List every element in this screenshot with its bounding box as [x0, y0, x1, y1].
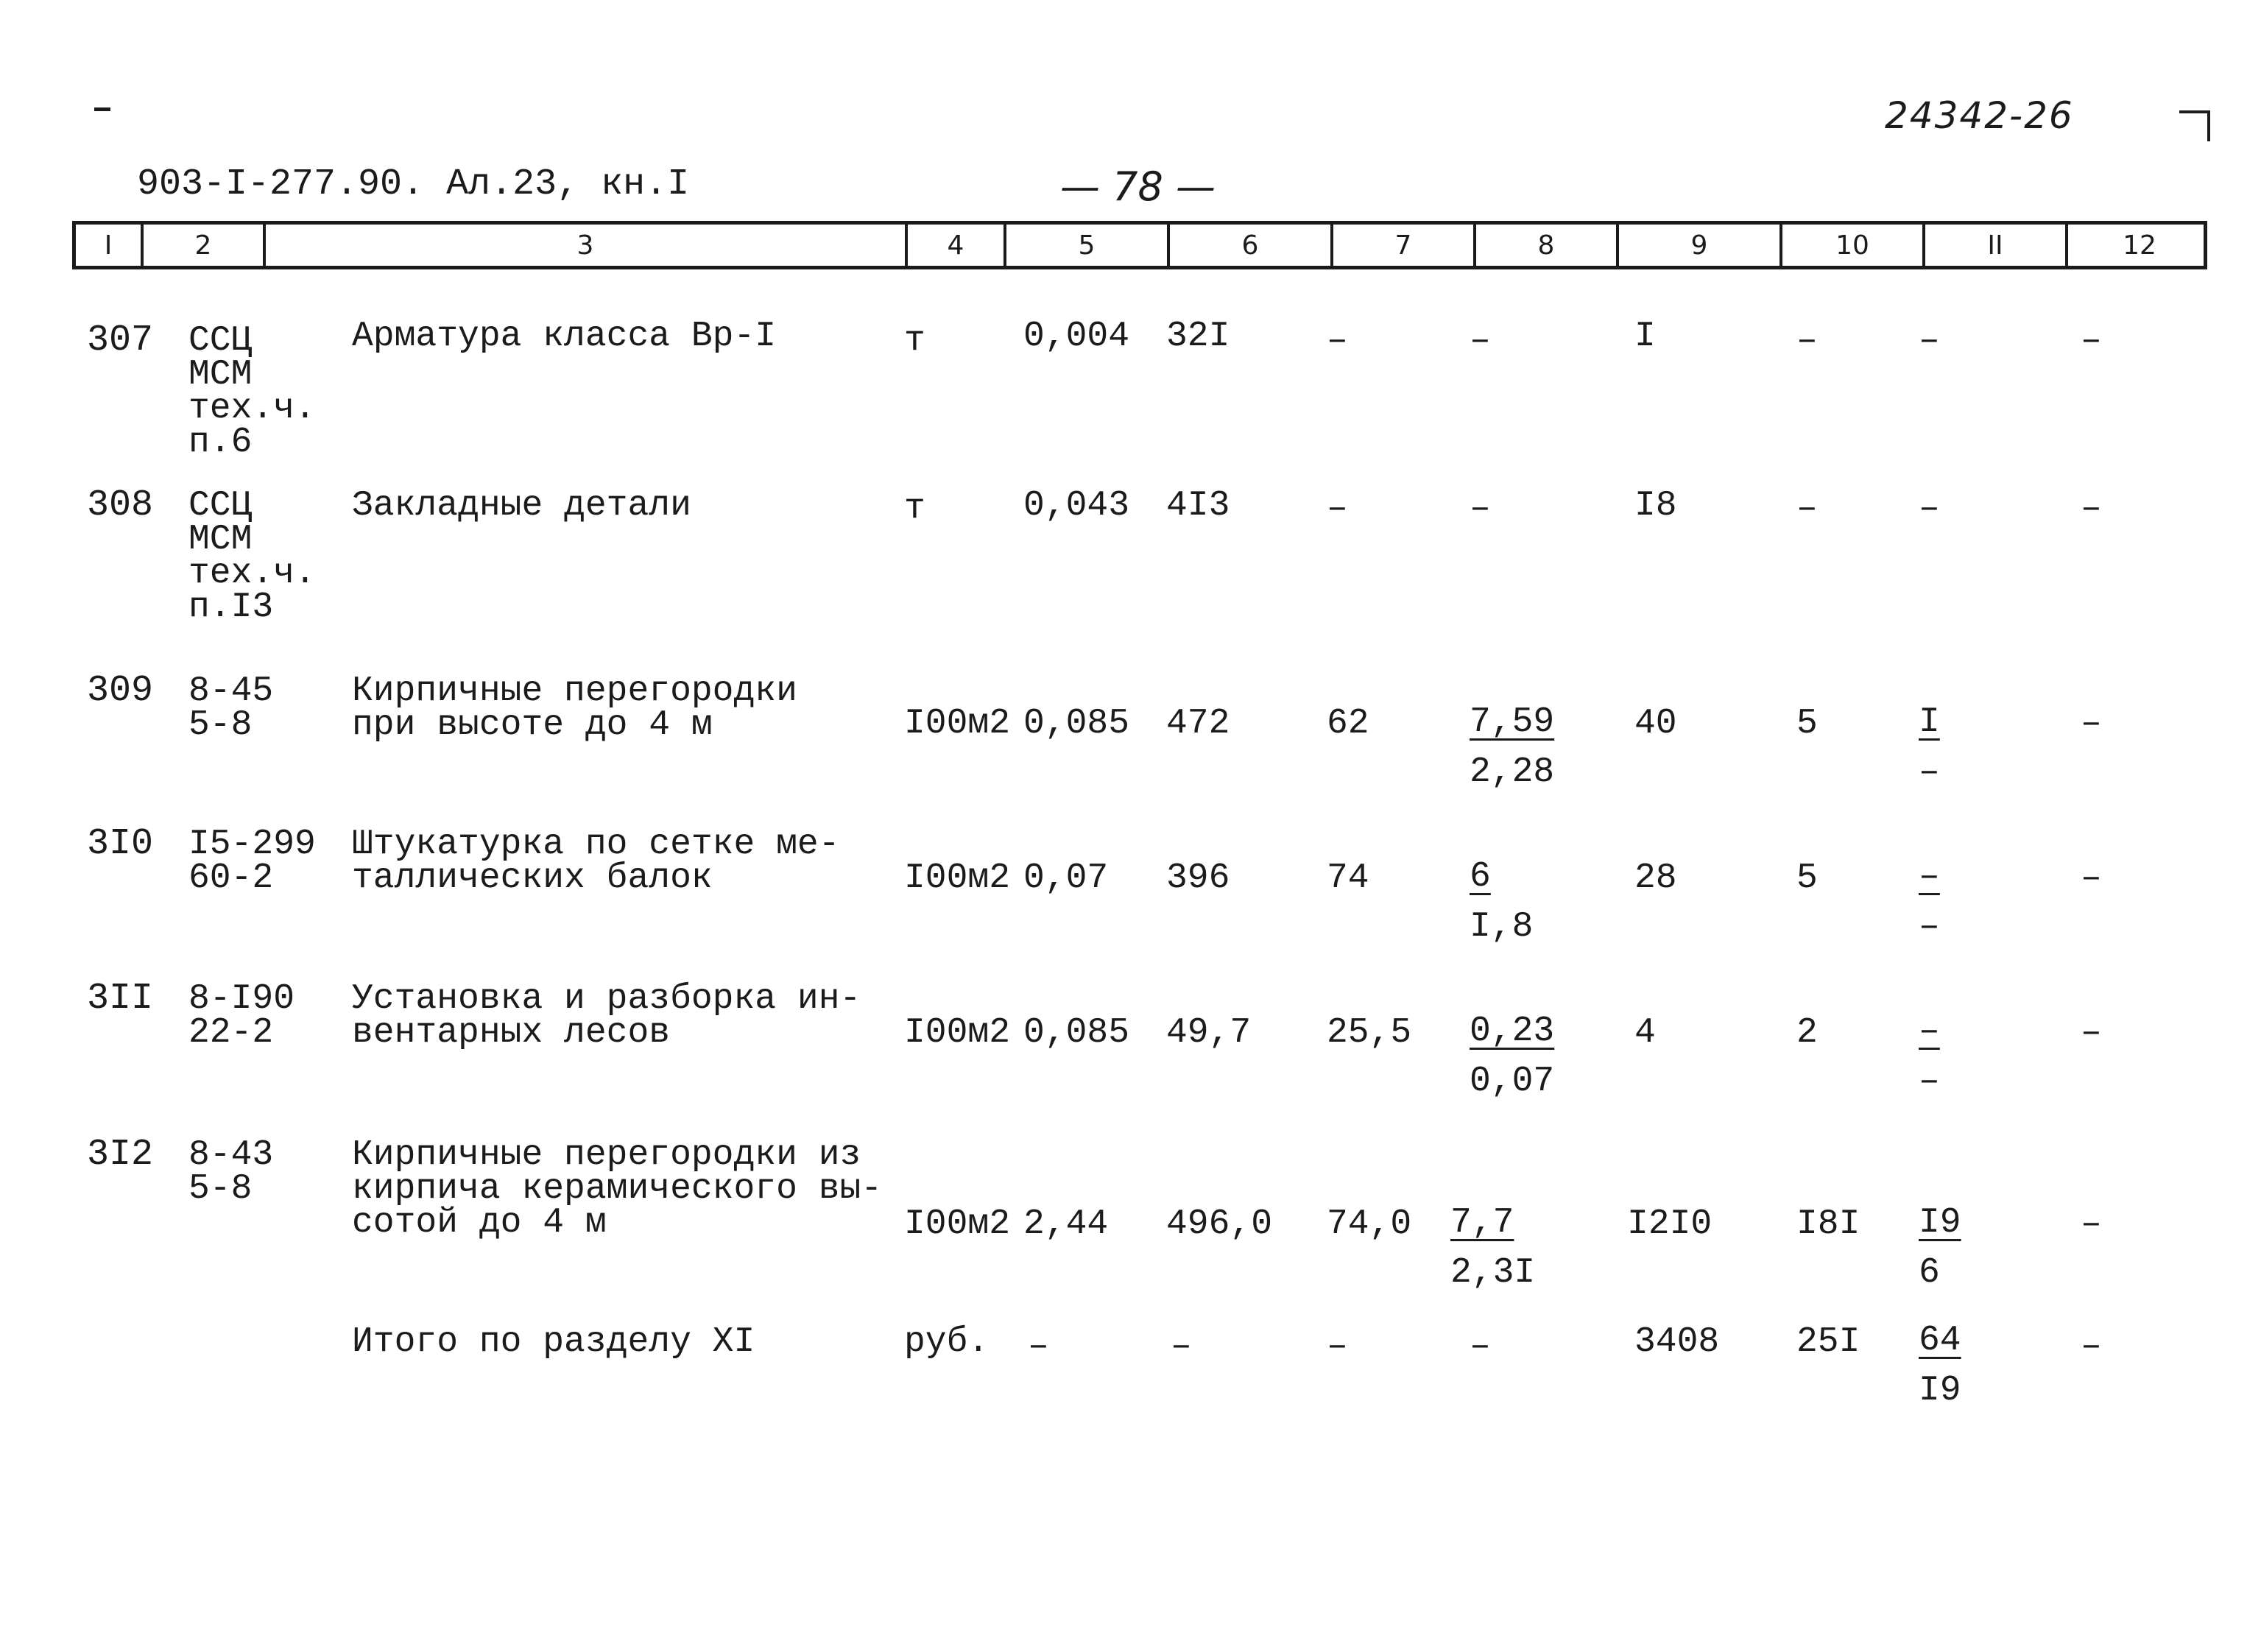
- col-11-fraction: [1919, 702, 1960, 792]
- corner-mark: [2179, 110, 2210, 141]
- col-11-value: –: [1919, 321, 1940, 361]
- work-description: Штукатурка по сетке ме- таллических балок: [352, 825, 840, 898]
- total-col-11-numerator: 64: [1919, 1321, 1961, 1360]
- col-11-numerator: I: [1919, 702, 1940, 742]
- column-header-10: 10: [1782, 225, 1925, 266]
- col-8-denominator: 2,3I: [1450, 1253, 1536, 1293]
- column-header-4: 4: [908, 225, 1006, 266]
- unit-cost: 472: [1166, 704, 1230, 744]
- column-header-7: 7: [1333, 225, 1476, 266]
- column-header-11: II: [1925, 225, 2068, 266]
- col-7-value: –: [1327, 321, 1348, 361]
- quantity: 0,085: [1023, 1013, 1130, 1053]
- document-reference: 903-I-277.90. Ал.23, кн.I: [137, 163, 690, 205]
- col-10-value: 5: [1796, 858, 1818, 898]
- total-col-12: –: [2081, 1327, 2102, 1366]
- column-header-9: 9: [1619, 225, 1782, 266]
- col-8-numerator: 6: [1470, 857, 1491, 897]
- col-8-denominator: 2,28: [1470, 752, 1555, 792]
- unit: I00м2: [904, 858, 1011, 898]
- col-11-denominator: –: [1919, 1062, 1940, 1101]
- row-number: 309: [87, 670, 154, 712]
- quantity: 0,07: [1023, 858, 1109, 898]
- col-10-value: 2: [1796, 1013, 1818, 1053]
- col-11-numerator: I9: [1919, 1203, 1961, 1243]
- col-8-fraction: [1470, 702, 1554, 792]
- col-8-numerator: 0,23: [1470, 1012, 1555, 1051]
- total-col-11-denominator: I9: [1919, 1371, 1961, 1411]
- col-8-value: –: [1470, 489, 1491, 529]
- col-9-value: 4: [1634, 1013, 1656, 1053]
- column-header-5: 5: [1006, 225, 1170, 266]
- unit: I00м2: [904, 1013, 1011, 1053]
- col-9-value: I2I0: [1627, 1204, 1712, 1244]
- unit: I00м2: [904, 1204, 1011, 1244]
- rate-code: I5-299 60-2: [188, 825, 316, 898]
- col-11-denominator: –: [1919, 752, 1940, 792]
- total-quantity: –: [1028, 1327, 1049, 1366]
- rate-code: ССЦ МСМ тех.ч. п.I3: [188, 486, 316, 627]
- unit-cost: 396: [1166, 858, 1230, 898]
- total-col-10: 25I: [1796, 1322, 1860, 1362]
- row-number: 308: [87, 484, 154, 526]
- col-8-fraction: [1450, 1203, 1535, 1293]
- col-7-value: 25,5: [1327, 1013, 1412, 1053]
- rate-code: 8-43 5-8: [188, 1135, 274, 1209]
- unit-cost: 49,7: [1166, 1013, 1252, 1053]
- col-7-value: 62: [1327, 704, 1369, 744]
- col-12-value: –: [2081, 704, 2102, 744]
- col-9-value: 40: [1634, 704, 1677, 744]
- col-12-value: –: [2081, 1204, 2102, 1244]
- col-12-value: –: [2081, 1013, 2102, 1053]
- col-9-value: I8: [1634, 486, 1677, 526]
- col-10-value: I8I: [1796, 1204, 1860, 1244]
- col-8-numerator: 7,59: [1470, 702, 1555, 742]
- col-10-value: –: [1796, 489, 1818, 529]
- total-col-6: –: [1171, 1327, 1192, 1366]
- margin-mark: [94, 107, 110, 111]
- work-description: Кирпичные перегородки из кирпича керамического вы- сотой до 4 м: [352, 1135, 883, 1243]
- col-7-value: 74: [1327, 858, 1369, 898]
- col-11-fraction: [1919, 1012, 1980, 1101]
- col-8-fraction: [1470, 1012, 1554, 1101]
- work-description: Арматура класса Вр-I: [352, 317, 777, 356]
- quantity: 0,043: [1023, 486, 1130, 526]
- rate-code: 8-45 5-8: [188, 671, 274, 745]
- column-header-6: 6: [1170, 225, 1333, 266]
- col-7-value: 74,0: [1327, 1204, 1412, 1244]
- col-11-numerator: –: [1919, 857, 1940, 897]
- total-col-9: 3408: [1634, 1322, 1720, 1362]
- col-9-value: 28: [1634, 858, 1677, 898]
- col-8-denominator: 0,07: [1470, 1062, 1555, 1101]
- col-12-value: –: [2081, 321, 2102, 361]
- unit: т: [904, 321, 925, 361]
- unit-cost: 496,0: [1166, 1204, 1273, 1244]
- row-number: 3I2: [87, 1134, 154, 1176]
- unit-cost: 32I: [1166, 317, 1230, 356]
- work-description: Кирпичные перегородки при высоте до 4 м: [352, 671, 797, 745]
- col-12-value: –: [2081, 489, 2102, 529]
- col-12-value: –: [2081, 858, 2102, 898]
- page-number: — 78 —: [1060, 163, 1216, 210]
- row-number: 307: [87, 320, 154, 361]
- col-7-value: –: [1327, 489, 1348, 529]
- row-number: 3II: [87, 978, 154, 1020]
- work-description: Закладные детали: [352, 486, 691, 526]
- total-col-11-fraction: [1919, 1321, 1980, 1411]
- column-header-1: I: [76, 225, 144, 266]
- column-header-8: 8: [1476, 225, 1619, 266]
- col-9-value: I: [1634, 317, 1656, 356]
- col-10-value: 5: [1796, 704, 1818, 744]
- total-col-7: –: [1327, 1327, 1348, 1366]
- work-description: Установка и разборка ин- вентарных лесов: [352, 979, 861, 1053]
- rate-code: ССЦ МСМ тех.ч. п.6: [188, 321, 316, 462]
- col-8-fraction: [1470, 857, 1551, 947]
- col-11-fraction: [1919, 1203, 1980, 1293]
- col-11-denominator: 6: [1919, 1253, 1940, 1293]
- col-11-denominator: –: [1919, 907, 1940, 947]
- rate-code: 8-I90 22-2: [188, 979, 295, 1053]
- col-11-fraction: [1919, 857, 1980, 947]
- document-code: 24342-26: [1885, 94, 2074, 137]
- col-11-numerator: –: [1919, 1012, 1940, 1051]
- total-description: Итого по разделу XI: [352, 1322, 755, 1362]
- unit: т: [904, 489, 925, 529]
- col-8-numerator: 7,7: [1450, 1203, 1514, 1243]
- col-11-value: –: [1919, 489, 1940, 529]
- unit-cost: 4I3: [1166, 486, 1230, 526]
- column-header-12: 12: [2123, 230, 2156, 261]
- col-10-value: –: [1796, 321, 1818, 361]
- column-header-2: 2: [144, 225, 266, 266]
- total-col-8: –: [1470, 1327, 1491, 1366]
- column-header-3: 3: [266, 225, 908, 266]
- col-8-value: –: [1470, 321, 1491, 361]
- unit: I00м2: [904, 704, 1011, 744]
- column-header-row: [72, 221, 2207, 269]
- total-unit: руб.: [904, 1322, 990, 1362]
- quantity: 0,085: [1023, 704, 1130, 744]
- col-8-denominator: I,8: [1470, 907, 1534, 947]
- quantity: 0,004: [1023, 317, 1130, 356]
- quantity: 2,44: [1023, 1204, 1109, 1244]
- row-number: 3I0: [87, 823, 154, 865]
